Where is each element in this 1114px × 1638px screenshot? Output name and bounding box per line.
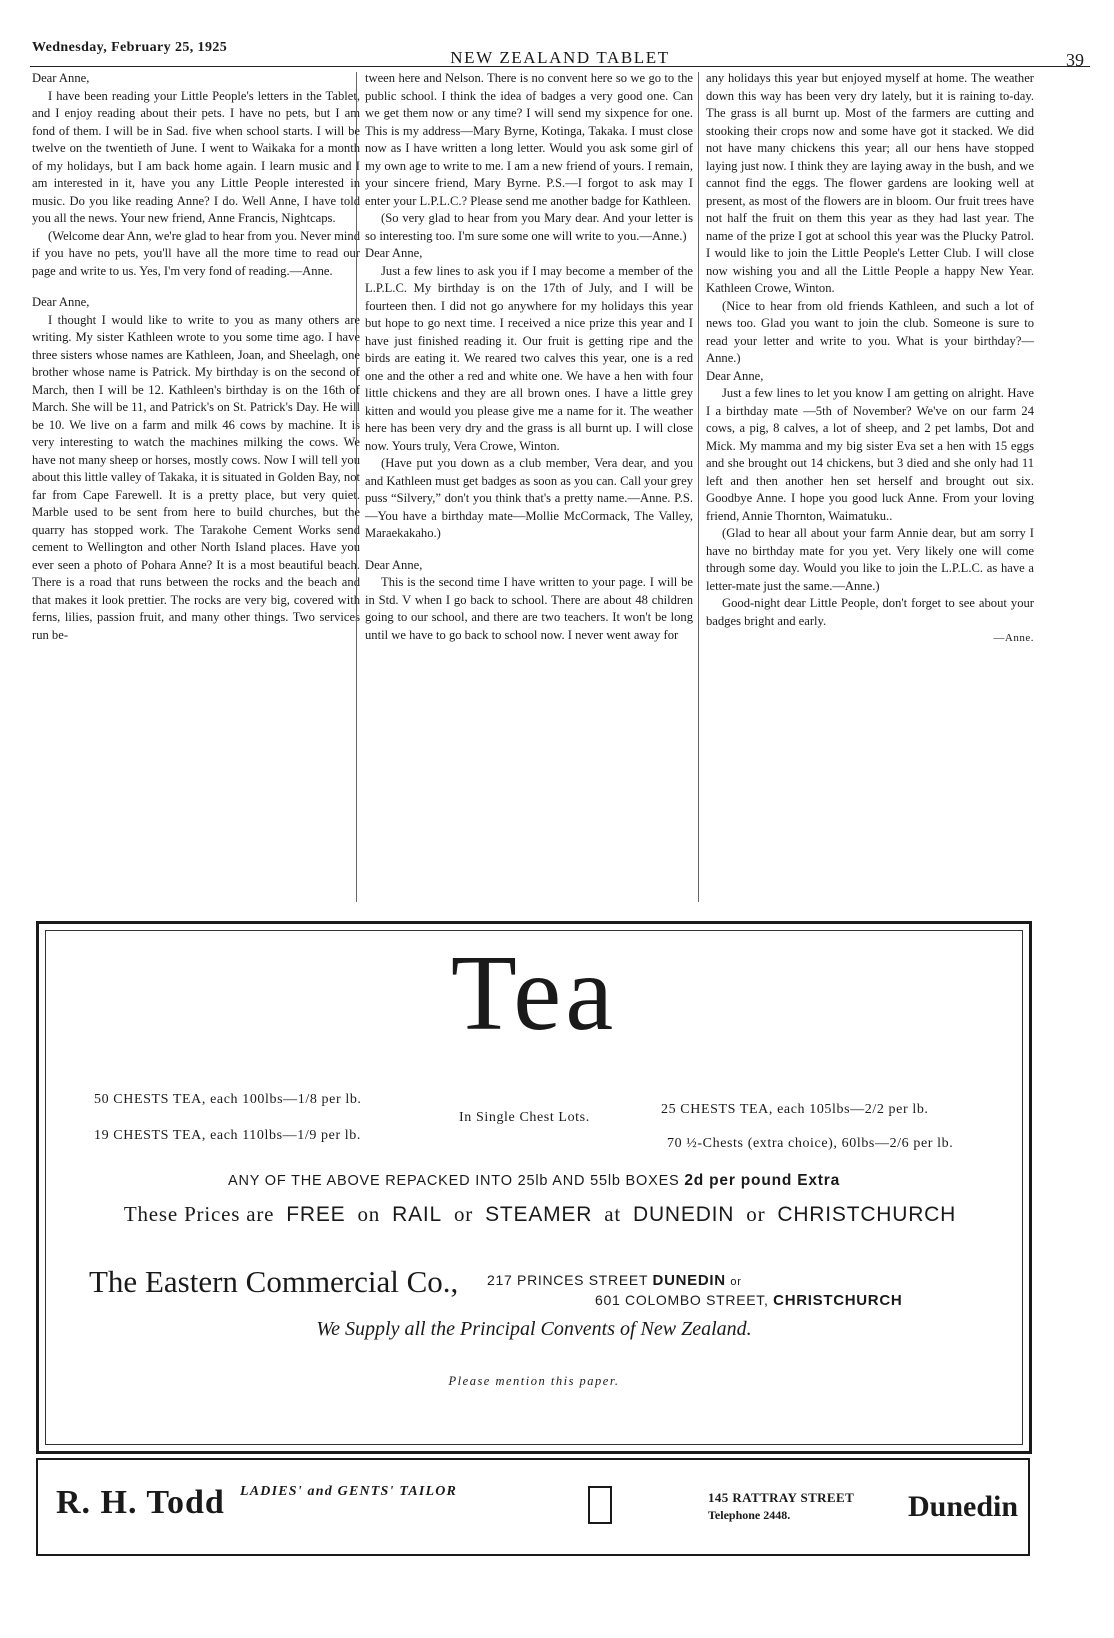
convents-slogan: We Supply all the Principal Convents of New Zealand. <box>316 1318 752 1340</box>
tailor-telephone: Telephone 2448. <box>708 1508 791 1522</box>
free-lead: These Prices are <box>123 1202 275 1226</box>
single-lots-note: In Single Chest Lots. <box>459 1110 590 1125</box>
letter-salutation: Dear Anne, <box>32 71 90 85</box>
free-word: FREE <box>286 1203 346 1226</box>
repack-text: ANY OF THE ABOVE REPACKED INTO 25lb AND 55lb BOXES <box>227 1173 680 1189</box>
tea-advertisement <box>36 921 1032 1454</box>
ad-headline: Tea <box>450 934 618 1053</box>
letter-paragraph: Good-night dear Little People, don't forget to see about your badges bright and early. <box>706 596 1034 628</box>
todd-tailor-advertisement <box>36 1458 1030 1556</box>
free-steamer: STEAMER <box>485 1203 593 1226</box>
letter-paragraph: This is the second time I have written to your page. I will be in Std. V when I go back to school. There are about 48 children going to our school, and there are two teachers. It won't be long until we have to go back to school now. I never went away for <box>365 575 693 642</box>
price-line: 25 CHESTS TEA, each 105lbs—2/2 per lb. <box>661 1102 929 1117</box>
repack-notice <box>39 1172 1029 1190</box>
company-name: The Eastern Commercial Co., <box>89 1264 459 1299</box>
letter-paragraph: (Nice to hear from old friends Kathleen, and such a lot of news too. Glad you want to join the club. Someone is sure to read your letter and write to you. What is your birthday?—Anne.) <box>706 298 1034 365</box>
column-divider <box>698 72 699 902</box>
header-rule <box>30 66 1090 67</box>
price-line: 70 ½-Chests (extra choice), 60lbs—2/6 per lb. <box>667 1136 954 1151</box>
tailor-trade: LADIES' and GENTS' TAILOR <box>240 1484 458 1499</box>
letter-salutation: Dear Anne, <box>706 368 764 383</box>
letter-paragraph: (Welcome dear Ann, we're glad to hear from you. Never mind if you have no pets, you'll have all the more time to read our page and write to us. Yes, I'm very fond of reading.—Anne. <box>32 228 360 278</box>
address-dunedin <box>487 1272 742 1289</box>
letters-column-2 <box>365 70 693 644</box>
decorative-box <box>588 1486 612 1524</box>
editor-signature: —Anne. <box>993 632 1034 644</box>
letter-paragraph: Just a few lines to ask you if I may become a member of the L.P.L.C. My birthday is on the 17th of July, and I will be fourteen then. I did not go anywhere for my holidays this year but hope to go next time. I received a nice prize this year and I have just finished reading it. Our fruit is getting ripe and the birds are eating it. We reared two calves this year, one is a red one and the other a red and white one. We have a hen with four little chickens and they are all brown ones. I have a little grey kitten and would you please give me a name for it. The weather here has been very dry and the grass is all burnt up. I will close now. Yours truly, Vera Crowe, Winton. <box>365 263 693 453</box>
tailor-name: R. H. Todd <box>56 1484 225 1521</box>
letters-column-3 <box>706 70 1034 648</box>
free-or: or <box>454 1202 474 1226</box>
mention-paper-note: Please mention this paper. <box>448 1374 620 1388</box>
page-header <box>30 34 1090 68</box>
letter-paragraph: (Glad to hear all about your farm Annie dear, but am sorry I have no birthday mate for you yet. Very likely one will come through some day. Would you like to join the L.P.L.C. as have a letter-mate just the same.—Anne.) <box>706 526 1034 593</box>
letter-paragraph: I have been reading your Little People's letters in the Tablet, and I enjoy reading about their pets. I have no pets, but I am fond of them. I will be in Sad. five when school starts. I will be twelve on the twentieth of June. I went to Waikaka for a month of my holidays, but I am back home again. I learn music and I am interested in it, have you any Little People interested in music. Do you like reading Anne? I do. Well Anne, I have told you all the news. Your new friend, Anne Francis, Nightcaps. <box>32 88 360 225</box>
tailor-city: Dunedin <box>908 1490 1019 1523</box>
free-dunedin: DUNEDIN <box>632 1203 735 1226</box>
free-or: or <box>746 1202 766 1226</box>
issue-date: Wednesday, February 25, 1925 <box>32 40 228 55</box>
repack-extra: 2d per pound Extra <box>684 1172 840 1189</box>
letter-salutation: Dear Anne, <box>32 295 90 309</box>
letters-column-1 <box>32 70 360 644</box>
tailor-street: 145 RATTRAY STREET <box>708 1490 855 1505</box>
letter-paragraph: (Have put you down as a club member, Vera dear, and you and Kathleen must get badges as soon as you can. Call your grey puss “Silvery,” don't you think that's a pretty name.—Anne. P.S.—You have a birthday mate—Mollie McCormack, The Valley, Maraekakaho.) <box>365 456 693 540</box>
free-rail: RAIL <box>392 1203 442 1226</box>
free-at: at <box>604 1202 621 1226</box>
address-city: DUNEDIN <box>652 1272 726 1289</box>
letter-paragraph: I thought I would like to write to you as many others are writing. My sister Kathleen wrote to you some time ago. I have three sisters whose names are Kathleen, Joan, and Sheelagh, one brother whose name is Patrick. My birthday is on the second of March, then I will be 12. Kathleen's birthday is on the 16th of March. She will be 11, and Patrick's on St. Patrick's Day. He will be 10. We live on a farm and milk 46 cows by machine. It is very interesting to watch the machines milking the cows. We have not many sheep or horses, mostly cows. Now I will tell you about this little valley of Takaka, it is situated in Golden Bay, not far from Cape Farewell. It is a pretty place, but very quiet. Marble used to be sent from here to build churches, but the quarry has stopped work. The Tarakohe Cement Works send cement to Wellington and other North Island places. Have you ever seen a photo of Pohara Anne? It is a most beautiful beach. There is a road that runs between the rocks and the beach and that makes it look prettier. The rocks are very big, covered with ferns, lilies, passion fruit, and many other things. Two services run be- <box>32 312 360 642</box>
column-divider <box>356 72 357 902</box>
address-street: 601 COLOMBO STREET, <box>595 1292 769 1308</box>
letter-paragraph: Just a few lines to let you know I am getting on alright. Have I a birthday mate —5th of November? We've on our farm 24 cows, a pig, 8 calves, a lot of sheep, and 2 pet lambs, Dot and Mick. My mamma and my big sister Eva set a hen with 15 eggs and she brought out 14 chickens, but 3 died and she only had 11 left and then another hen set herself and brought out six. Goodbye Anne. I hope you good luck Anne. From your loving friend, Annie Thornton, Waimatuku.. <box>706 386 1034 523</box>
price-line: 50 CHESTS TEA, each 100lbs—1/8 per lb. <box>94 1092 362 1107</box>
free-delivery-line <box>39 1202 1029 1227</box>
address-christchurch <box>595 1292 902 1309</box>
letter-salutation: Dear Anne, <box>365 557 423 572</box>
free-on: on <box>357 1202 381 1226</box>
address-street: 217 PRINCES STREET <box>487 1272 648 1288</box>
free-christchurch: CHRISTCHURCH <box>777 1203 957 1226</box>
address-or: or <box>730 1276 742 1288</box>
letter-paragraph: any holidays this year but enjoyed myself at home. The weather down this way has been very dry lately, but it is raining to-day. The grass is all burnt up. Most of the farmers are cutting and stooking their crops now and some have got it stacked. We did not have many chickens this year; all our hens have stopped laying just now. I think they are laying away in the bush, and we cannot find the eggs. The flower gardens are looking well at present, as most of the flowers are in bloom. Our fruit trees have not half the fruit on them this year as they had last year. The name of the prize I got at school this year was the Plucky Patrol. I would like to join the Little People's Letter Club. I will close now wishing you and all the Little People a happy New Year. Kathleen Crowe, Winton. <box>706 71 1034 295</box>
letter-salutation: Dear Anne, <box>365 246 423 260</box>
newspaper-title: NEW ZEALAND TABLET <box>450 48 670 67</box>
address-city: CHRISTCHURCH <box>773 1292 903 1309</box>
price-line: 19 CHESTS TEA, each 110lbs—1/9 per lb. <box>94 1128 361 1143</box>
letter-paragraph: tween here and Nelson. There is no convent here so we go to the public school. I think the idea of badges a very good one. Can we get them now or any time? I will send my sixpence for one. This is my address—Mary Byrne, Kotinga, Takaka. I must close now as I have written a long letter. Would you ask some girl of my own age to write to me. I am a new friend of yours. I remain, your sincere friend, Mary Byrne. P.S.—I forgot to ask may I enter your L.P.L.C.? Please send me another badge for Kathleen. <box>365 71 693 208</box>
page-number: 39 <box>1066 50 1084 70</box>
letter-paragraph: (So very glad to hear from you Mary dear. And your letter is so interesting too. I'm sure some one will write to you.—Anne.) <box>365 211 693 243</box>
